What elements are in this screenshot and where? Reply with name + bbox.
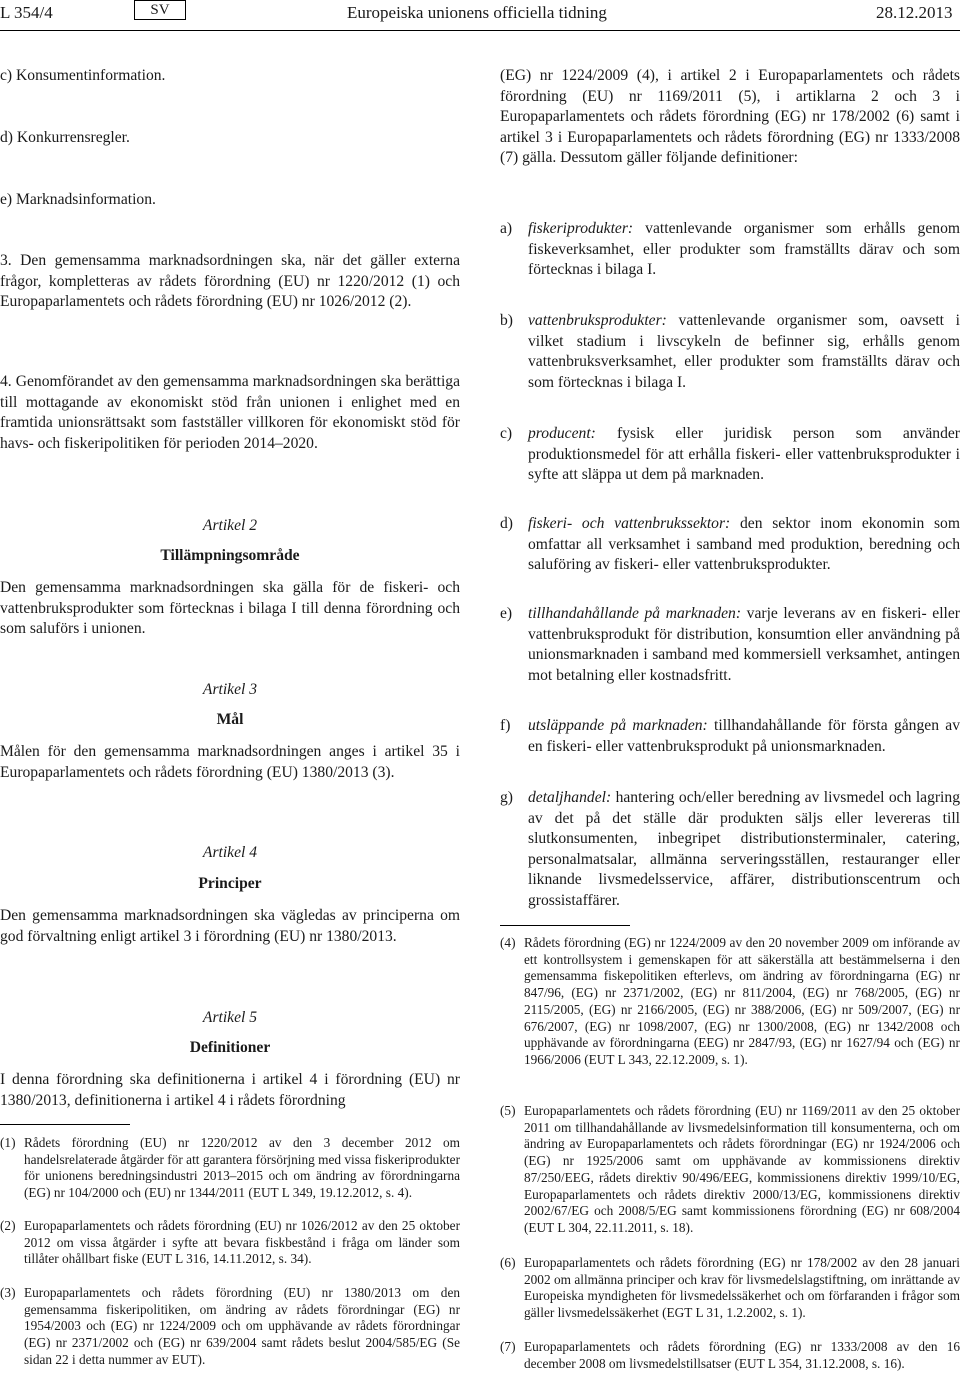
definition-a xyxy=(500,219,960,281)
definition-g xyxy=(500,788,960,911)
footnote-label: (1) xyxy=(0,1135,16,1150)
footnote-label: (6) xyxy=(500,1255,516,1270)
footnote-text: Europaparlamentets och rådets förordning (EU) nr 1169/2011 av den 25 oktober 2011 om tillhandahållande av livsmedelsinformation till konsumenterna, och om ändring av Europaparlamentets och rådets förordningar (EG) nr 1924/2006 och (EG) nr 1925/2006 samt om upphävande av kommissionens direktiv 87/250/EEG, rådets direktiv 90/496/EEG, kommissionens direktiv 1999/10/EG, Europaparlamentets och rådets direktiv 2000/13/EG, kommissionens direktiv 2002/67/EG och 2008/5/EG samt kommissionens förordning (EG) nr 608/2004 (EUT L 304, 22.11.2011, s. 18). xyxy=(524,1103,960,1235)
definition-b xyxy=(500,311,960,393)
article-2-text: Den gemensamma marknadsordningen ska gälla för de fiskeri- och vattenbruksprodukter som förtecknas i bilaga I till denna förordning och som saluförs i unionen. xyxy=(0,579,460,637)
language-badge: SV xyxy=(134,0,186,20)
definition-text: hantering och/eller beredning av livsmedel och lagring av det på det ställe där produkten säljs eller levereras till slutkonsumenten, inbegripet distributionsterminaler, catering, personalmatsalar, allmänna serveringsställen, restauranger eller liknande livsmedelsservice, affärer, distributionscentrum och grossistaffärer. xyxy=(528,789,960,909)
footnote-label: (4) xyxy=(500,935,516,950)
article-3-text: Målen för den gemensamma marknadsordningen anges i artikel 35 i Europaparlamentets och rådets förordning (EU) 1380/2013 (3). xyxy=(0,743,460,781)
footnote-text: Europaparlamentets och rådets förordning (EG) nr 178/2002 av den 28 januari 2002 om allmänna principer och krav för livsmedelslagstiftning, om inrättande av Europeiska myndigheten för livsmedelssäkerhet och om förfaranden i frågor som gäller livsmedelssäkerhet (EGT L 31, 1.2.2002, s. 1). xyxy=(524,1255,960,1321)
article-2-title: Tillämpningsområde xyxy=(160,547,300,564)
definition-text: vattenlevande organismer som erhålls genom fiskeverksamhet, eller produkter som framställts därav och som förtecknas i bilaga I. xyxy=(528,220,960,278)
article-4-text: Den gemensamma marknadsordningen ska vägledas av principerna om god förvaltning enligt artikel 3 i förordning (EU) nr 1380/2013. xyxy=(0,907,460,945)
definition-label: g) xyxy=(500,789,513,806)
definition-label: a) xyxy=(500,220,513,237)
definition-text: tillhandahållande för första gången av en fiskeri- eller vattenbruksprodukt på unionsmarknaden. xyxy=(528,717,960,755)
paragraph-3: 3. Den gemensamma marknadsordningen ska, när det gäller externa frågor, kompletteras av rådets förordning (EU) nr 1220/2012 (1) och Europaparlamentets och rådets förordning (EU) nr 1026/2012 (2). xyxy=(0,252,460,310)
article-5-title: Definitioner xyxy=(189,1039,271,1056)
paragraph-4: 4. Genomförandet av den gemensamma marknadsordningen ska berättiga till mottagande av ekonomiskt stöd från unionen i enlighet med en framtida unionsrättsakt som fastställer villkoren för ekonomiskt stöd för havs- och fiskeripolitiken för perioden 2014–2020. xyxy=(0,373,460,452)
definition-term: utsläppande på marknaden: xyxy=(528,717,708,734)
definition-term: fiskeriprodukter: xyxy=(528,220,634,237)
article-4-number: Artikel 4 xyxy=(202,844,258,861)
definition-label: b) xyxy=(500,312,513,329)
article-5-number: Artikel 5 xyxy=(202,1009,258,1026)
footnote-6 xyxy=(500,1255,960,1322)
list-item-c: c) Konsumentinformation. xyxy=(0,67,166,84)
footnote-label: (2) xyxy=(0,1218,16,1233)
issue-date: 28.12.2013 xyxy=(876,3,953,22)
definition-label: e) xyxy=(500,605,513,622)
footnote-label: (3) xyxy=(0,1285,16,1300)
article-3-title: Mål xyxy=(216,711,244,728)
footnote-2 xyxy=(0,1218,460,1268)
definition-text: den sektor inom ekonomin som omfattar all verksamhet i samband med produktion, beredning och saluföring av fiskeri- eller vattenbruksprodukter. xyxy=(528,515,960,573)
definition-term: vattenbruksprodukter: xyxy=(528,312,667,329)
page-reference: L 354/4 xyxy=(0,3,53,22)
footnote-text: Europaparlamentets och rådets förordning (EU) nr 1026/2012 av den 25 oktober 2012 om vissa åtgärder i syfte att bevara fiskbestånd i fråga om länder som tillåter ohållbart fiske (EUT L 316, 14.11.2012, s. 34). xyxy=(24,1218,460,1267)
list-item-e: e) Marknadsinformation. xyxy=(0,191,156,208)
definition-text: vattenlevande organismer som, oavsett i vilket stadium i livscykeln de befinner sig, erhålls genom vattenbruksverksamhet, eller produkter som framställts därav och som förtecknas i bilaga I. xyxy=(528,312,960,391)
footnote-label: (7) xyxy=(500,1339,516,1354)
footnote-text: Europaparlamentets och rådets förordning (EU) nr 1380/2013 om den gemensamma fiskeripolitiken, om ändring av rådets förordningar (EG) nr 1954/2003 och (EG) nr 1224/2009 och om upphävande av rådets förordningar (EG) nr 2371/2002 och (EG) nr 639/2004 samt rådets beslut 2004/585/EG (Se sidan 22 i detta nummer av EUT). xyxy=(24,1285,460,1367)
article-5-text: I denna förordning ska definitionerna i artikel 4 i förordning (EU) nr 1380/2013, definitionerna i artikel 4 i rådets förordning xyxy=(0,1071,460,1109)
definition-text: fysisk eller juridisk person som använder produktionsmedel för att erhålla fiskeri- eller vattenbruksprodukter i syfte att släppa ut dem på marknaden. xyxy=(528,425,960,483)
footnote-4 xyxy=(500,935,960,1069)
definitions-intro: (EG) nr 1224/2009 (4), i artikel 2 i Europaparlamentets och rådets förordning (EU) nr 1169/2011 (5), i artiklarna 2 och 3 i Europaparlamentets och rådets förordning (EG) nr 178/2002 (6) samt i artikel 3 i Europaparlamentets och rådets förordning (EG) nr 1333/2008 (7) gälla. Dessutom gäller följande definitioner: xyxy=(500,67,960,166)
definition-label: c) xyxy=(500,425,513,442)
definition-c xyxy=(500,424,960,486)
footnote-rule xyxy=(0,1124,130,1125)
footnote-text: Rådets förordning (EU) nr 1220/2012 av den 3 december 2012 om handelsrelaterade åtgärder för att garantera försörjning med vissa fiskeriprodukter för unionens beredningsindustri 2013–2015 och om ändring av förordningarna (EG) nr 104/2000 och (EU) nr 1344/2011 (EUT L 349, 19.12.2012, s. 4). xyxy=(24,1135,460,1201)
footnote-label: (5) xyxy=(500,1103,516,1118)
footnote-1 xyxy=(0,1135,460,1202)
definition-term: detaljhandel: xyxy=(528,789,612,806)
footnote-7 xyxy=(500,1339,960,1372)
footnote-rule xyxy=(500,925,630,926)
definition-d xyxy=(500,514,960,576)
article-4-title: Principer xyxy=(198,875,262,892)
article-3-number: Artikel 3 xyxy=(202,681,258,698)
definition-f xyxy=(500,716,960,757)
footnote-5 xyxy=(500,1103,960,1237)
definition-label: d) xyxy=(500,515,513,532)
definition-label: f) xyxy=(500,717,511,734)
definition-text: varje leverans av en fiskeri- eller vattenbruksprodukt för distribution, konsumtion eller användning på unionsmarknaden i samband med kommersiell verksamhet, antingen mot betalning eller kostnadsfritt. xyxy=(528,605,960,684)
footnote-text: Rådets förordning (EG) nr 1224/2009 av den 20 november 2009 om införande av ett kontrollsystem i gemenskapen för att säkerställa att bestämmelserna i den gemensamma fiskepolitiken efterlevs, om ändring av förordningarna (EG) nr 847/96, (EG) nr 2371/2002, (EG) nr 811/2004, (EG) nr 768/2005, (EG) nr 2115/2005, (EG) nr 2166/2005, (EG) nr 388/2006, (EG) nr 509/2007, (EG) nr 676/2007, (EG) nr 1098/2007, (EG) nr 1300/2008, (EG) nr 1342/2008 och upphävande av förordningarna (EEG) nr 2847/93, (EG) nr 1627/94 och (EG) nr 1966/2006 (EUT L 343, 22.12.2009, s. 1). xyxy=(524,935,960,1067)
journal-title: Europeiska unionens officiella tidning xyxy=(347,3,607,22)
footnote-text: Europaparlamentets och rådets förordning (EG) nr 1333/2008 av den 16 december 2008 om livsmedelstillsatser (EUT L 354, 31.12.2008, s. 16). xyxy=(524,1339,960,1371)
header-rule xyxy=(0,30,960,31)
definition-e xyxy=(500,604,960,686)
list-item-d: d) Konkurrensregler. xyxy=(0,129,130,146)
definition-term: tillhandahållande på marknaden: xyxy=(528,605,742,622)
definition-term: producent: xyxy=(528,425,596,442)
article-2-number: Artikel 2 xyxy=(202,517,258,534)
definition-term: fiskeri- och vattenbrukssektor: xyxy=(528,515,731,532)
footnote-3 xyxy=(0,1285,460,1369)
page-header xyxy=(0,0,960,28)
